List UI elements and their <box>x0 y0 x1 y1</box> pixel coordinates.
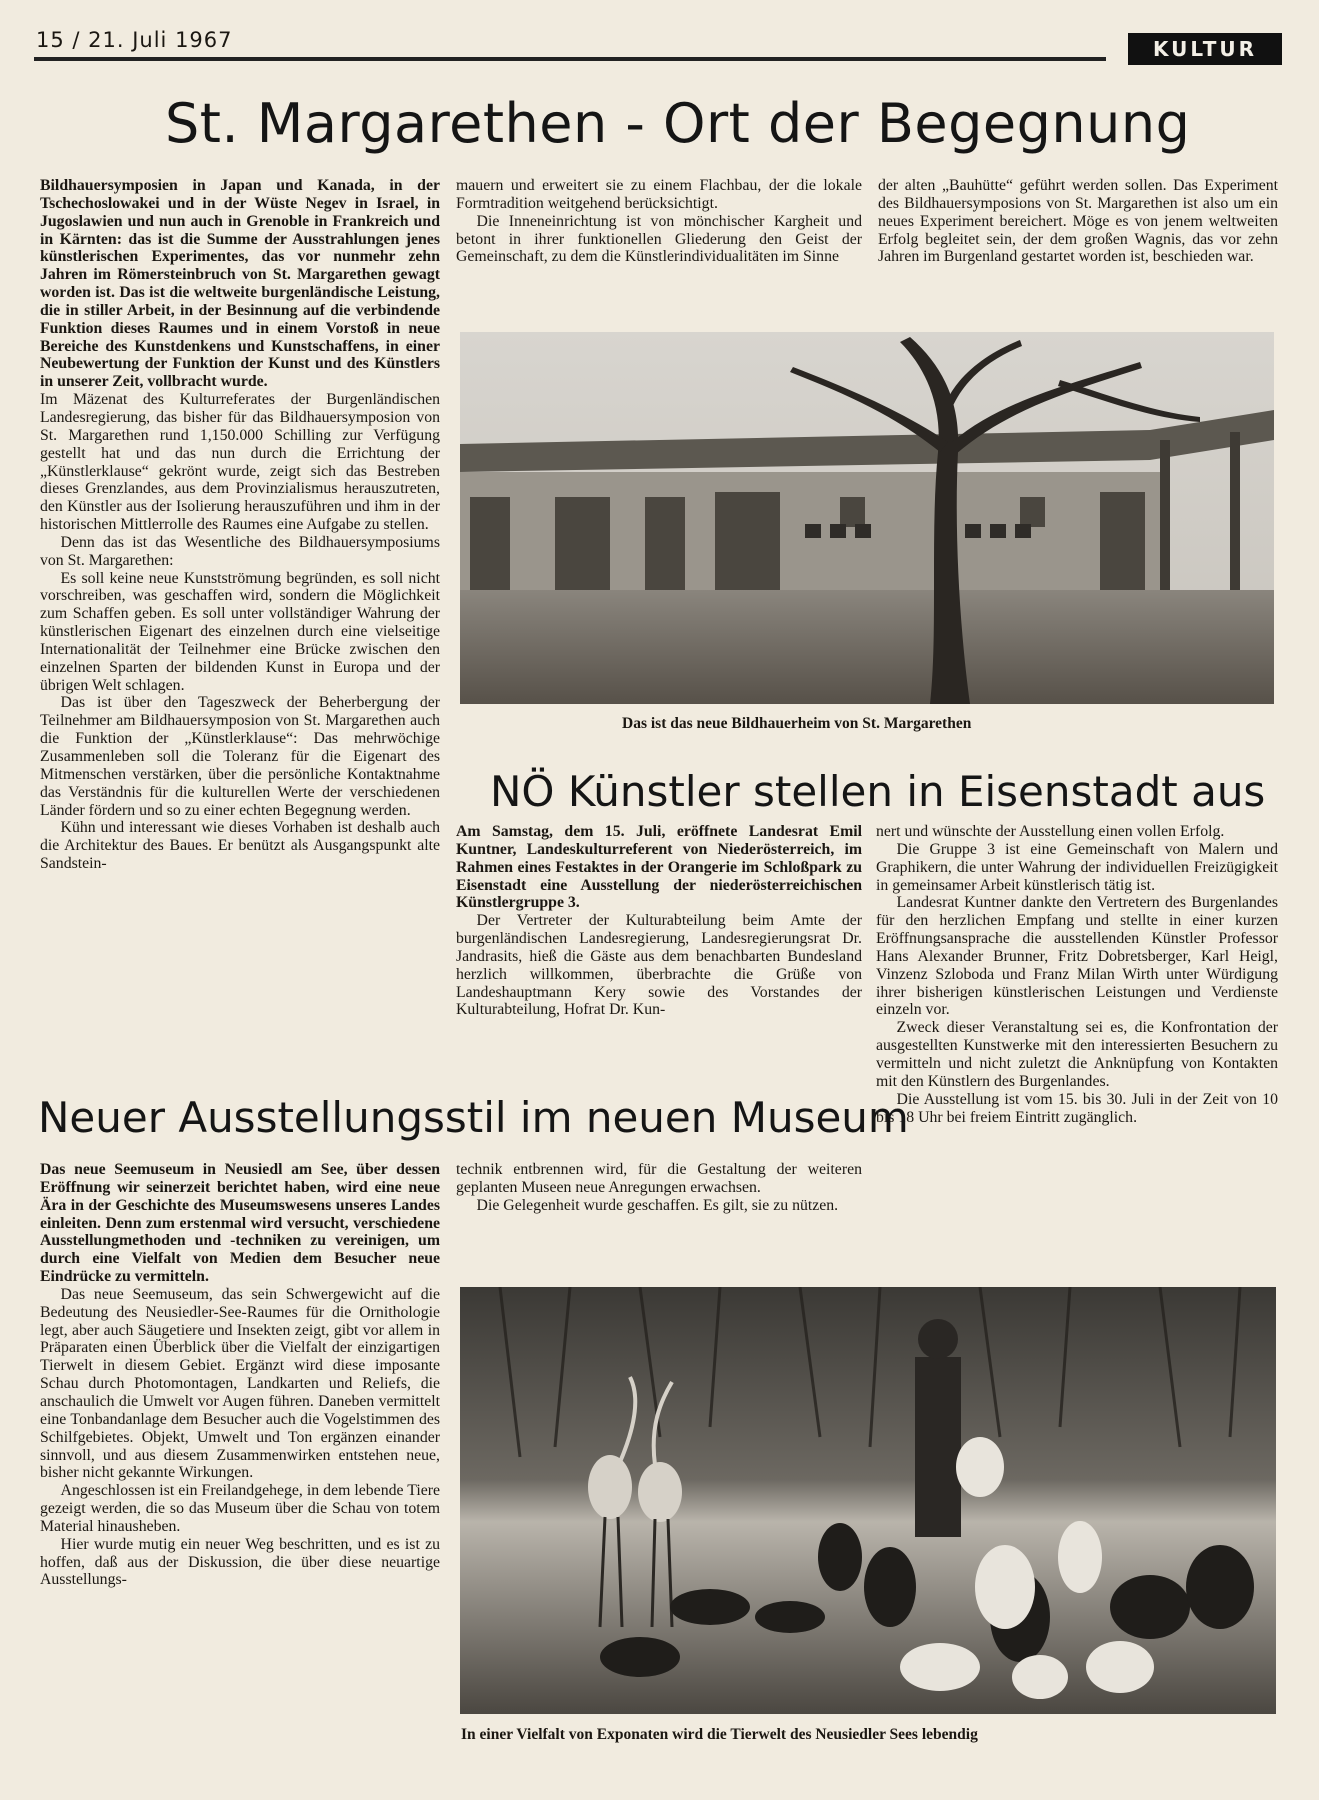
article3-lead: Das neue Seemuseum in Neusiedl am See, über dessen Eröffnung wir seinerzeit berichtet haben, wird eine neue Ära in der Geschichte des Museumswesens unseres Landes einleiten. Denn zum erstenmal wird versucht, verschiedene Ausstellungmethoden und -techniken zu vereinigen, um durch eine Vielfalt von Medien dem Besucher neue Eindrücke zu vermitteln. <box>40 1161 440 1286</box>
article2-column-1 <box>456 823 862 1019</box>
article1-column-1 <box>40 177 440 873</box>
article1-paragraph: Im Mäzenat des Kulturreferates der Burgenländischen Landesregierung, das bisher für das Bildhauersymposion von St. Margarethen rund 1,150.000 Schilling zur Verfügung gestellt hat und das nun durch die Errichtung der „Künstlerklause“ gekrönt wurde, zeigt sich das Bestreben dieses Grenzlandes, aus dem Provinzialismus herauszutreten, den Künstler aus der Isolierung herauszuführen und ihm in der historischen Mittlerrolle des Raumes eine Aufgabe zu stellen. <box>40 391 440 534</box>
article3-paragraph: Das neue Seemuseum, das sein Schwergewicht auf die Bedeutung des Neusiedler-See-Raumes für die Ornithologie legt, aber auch Säugetiere und Insekten zeigt, gibt vor allem in Präparaten einen Überblick über die Vielfalt der einzigartigen Tierwelt in diesem Gebiet. Ergänzt wird diese imposante Schau durch Photomontagen, Landkarten und Reliefs, die anschaulich die Umwelt vor Augen führen. Daneben vermittelt eine Tonbandanlage dem Besucher auch die Vogelstimmen des Schilfgebietes. Objekt, Umwelt und Ton ergänzen einander sinnvoll, und aus diesem Zusammenwirken entstehen neue, bisher nicht gekannte Wirkungen. <box>40 1285 440 1482</box>
article3-column-2 <box>456 1161 862 1215</box>
article1-paragraph: Die Inneneinrichtung ist von mönchischer Kargheit und betont in ihrer funktionellen Gliederung den Geist der Gemeinschaft, zu dem die Künstlerindividualitäten im Sinne <box>456 212 862 266</box>
article1-paragraph: Das ist über den Tageszweck der Beherbergung der Teilnehmer am Bildhauersymposion von St. Margarethen auch die Funktion der „Künstlerklause“: Das mehrwöchige Zusammenleben soll die Toleranz für die Eigenart des Mitmenschen verstärken, über die persönliche Kontaktnahme das Verständnis für die kulturellen Werte der verschiedenen Länder fördern und so zu einer echten Begegnung werden. <box>40 694 440 819</box>
article2-paragraph: Die Gruppe 3 ist eine Gemeinschaft von Malern und Graphikern, die unter Wahrung der individuellen Freizügigkeit in gemeinsamer Arbeit künstlerisch tätig ist. <box>876 840 1278 894</box>
article3-paragraph: Angeschlossen ist ein Freilandgehege, in dem lebende Tiere gezeigt werden, die so das Museum über die Schau von totem Material hinausheben. <box>40 1482 440 1535</box>
museum-birds-illustration <box>460 1287 1276 1714</box>
article3-paragraph: technik entbrennen wird, für die Gestaltung der weiteren geplanten Museen neue Anregungen erwachsen. <box>456 1161 862 1196</box>
article2-paragraph: nert und wünschte der Ausstellung einen vollen Erfolg. <box>876 823 1225 840</box>
sculptor-house-caption: Das ist das neue Bildhauerheim von St. Margarethen <box>622 715 972 732</box>
sculptor-house-illustration <box>460 332 1274 704</box>
article3-column-1 <box>40 1161 440 1589</box>
article1-column-2 <box>456 177 862 266</box>
article1-paragraph: mauern und erweitert sie zu einem Flachbau, der die lokale Formtradition weitgehend berücksichtigt. <box>456 177 862 212</box>
article2-column-2 <box>876 823 1278 1126</box>
article3-paragraph: Hier wurde mutig ein neuer Weg beschritten, und es ist zu hoffen, daß aus der Diskussion, die über diese neuartige Ausstellungs- <box>40 1535 440 1589</box>
article2-headline: NÖ Künstler stellen in Eisenstadt aus <box>490 767 1266 816</box>
article2-paragraph: Der Vertreter der Kulturabteilung beim Amte der burgenländischen Landesregierung, Landesregierungsrat Dr. Jandrasits, hieß die Gäste aus dem benachbarten Bundesland herzlich willkommen, überbrachte die Grüße von Landeshauptmann Kery sowie des Vorstandes der Kulturabteilung, Hofrat Dr. Kun- <box>456 912 862 1019</box>
article2-paragraph: Landesrat Kuntner dankte den Vertretern des Burgenlandes für den herzlichen Empfang und stellte in einer kurzen Eröffnungsansprache die ausstellenden Künstler Professor Hans Alexander Brunner, Fritz Dobretsberger, Karl Heigl, Vinzenz Szloboda und Franz Milan Wirth unter Würdigung ihrer bisherigen künstlerischen Leistungen und Verdienste einzeln vor. <box>876 894 1278 1019</box>
page-date-line: 15 / 21. Juli 1967 <box>36 28 233 52</box>
article1-paragraph: Kühn und interessant wie dieses Vorhaben ist deshalb auch die Architektur des Baues. Er benützt als Ausgangspunkt alte Sandstein- <box>40 819 440 873</box>
article2-paragraph: Zweck dieser Veranstaltung sei es, die Konfrontation der ausgestellten Kunstwerke mit den interessierten Besuchern zu vermitteln und nicht zuletzt die Anknüpfung von Kontakten mit den Künstlern des Burgenlandes. <box>876 1019 1278 1090</box>
article2-lead: Am Samstag, dem 15. Juli, eröffnete Landesrat Emil Kuntner, Landeskulturreferent von Niederösterreich, im Rahmen eines Festaktes in der Orangerie im Schloßpark zu Eisenstadt eine Ausstellung der niederösterreichischen Künstlergruppe 3. <box>456 823 862 912</box>
article3-paragraph: Die Gelegenheit wurde geschaffen. Es gilt, sie zu nützen. <box>476 1196 839 1214</box>
section-label: KULTUR <box>1128 33 1282 65</box>
museum-birds-caption: In einer Vielfalt von Exponaten wird die Tierwelt des Neusiedler Sees lebendig <box>461 1726 978 1743</box>
article2-paragraph: Die Ausstellung ist vom 15. bis 30. Juli in der Zeit von 10 bis 18 Uhr bei freiem Eintritt zugänglich. <box>876 1090 1278 1126</box>
article3-headline: Neuer Ausstellungsstil im neuen Museum <box>38 1093 909 1142</box>
article1-headline: St. Margarethen - Ort der Begegnung <box>165 92 1191 155</box>
article1-paragraph: Denn das ist das Wesentliche des Bildhauersymposiums von St. Margarethen: <box>40 533 440 569</box>
sculptor-house-photo <box>460 332 1274 704</box>
article1-paragraph: der alten „Bauhütte“ geführt werden sollen. Das Experiment des Bildhauersymposions von St. Margarethen ist also um ein neues Experiment bereichert. Möge es von jenem weltweiten Erfolg begleitet sein, der dem großen Wagnis, das vor zehn Jahren im Burgenland gestartet worden ist, beschieden war. <box>878 177 1278 266</box>
article1-column-3 <box>878 177 1278 266</box>
museum-birds-photo <box>460 1287 1276 1714</box>
masthead-rule <box>34 57 1106 61</box>
article1-lead: Bildhauersymposien in Japan und Kanada, in der Tschechoslowakei und in der Wüste Negev in Israel, in Jugoslawien und nun auch in Grenoble in Frankreich und in Kärnten: das ist die Summe der Ausstrahlungen jenes künstlerischen Experimentes, das vor nunmehr zehn Jahren im Römersteinbruch von St. Margarethen gewagt worden ist. Das ist die weltweite burgenländische Leistung, die in stiller Arbeit, in der Besinnung auf die verbindende Funktion dieses Raumes und in einem Vorstoß in neue Bereiche des Kunstdenkens und Kunstschaffens, in einer Neubewertung der Funktion der Kunst und des Künstlers in unserer Zeit, vollbracht wurde. <box>40 177 440 391</box>
article1-paragraph: Es soll keine neue Kunstströmung begründen, es soll nicht vorschreiben, was geschaffen wird, sondern die Möglichkeit zum Schaffen geben. Es soll unter vollständiger Wahrung der künstlerischen Eigenart des einzelnen durch eine vielseitige Internationalität der Teilnehmer eine Brücke zwischen den einzelnen Sparten der bildenden Kunst in Europa und der übrigen Welt schlagen. <box>40 569 440 694</box>
